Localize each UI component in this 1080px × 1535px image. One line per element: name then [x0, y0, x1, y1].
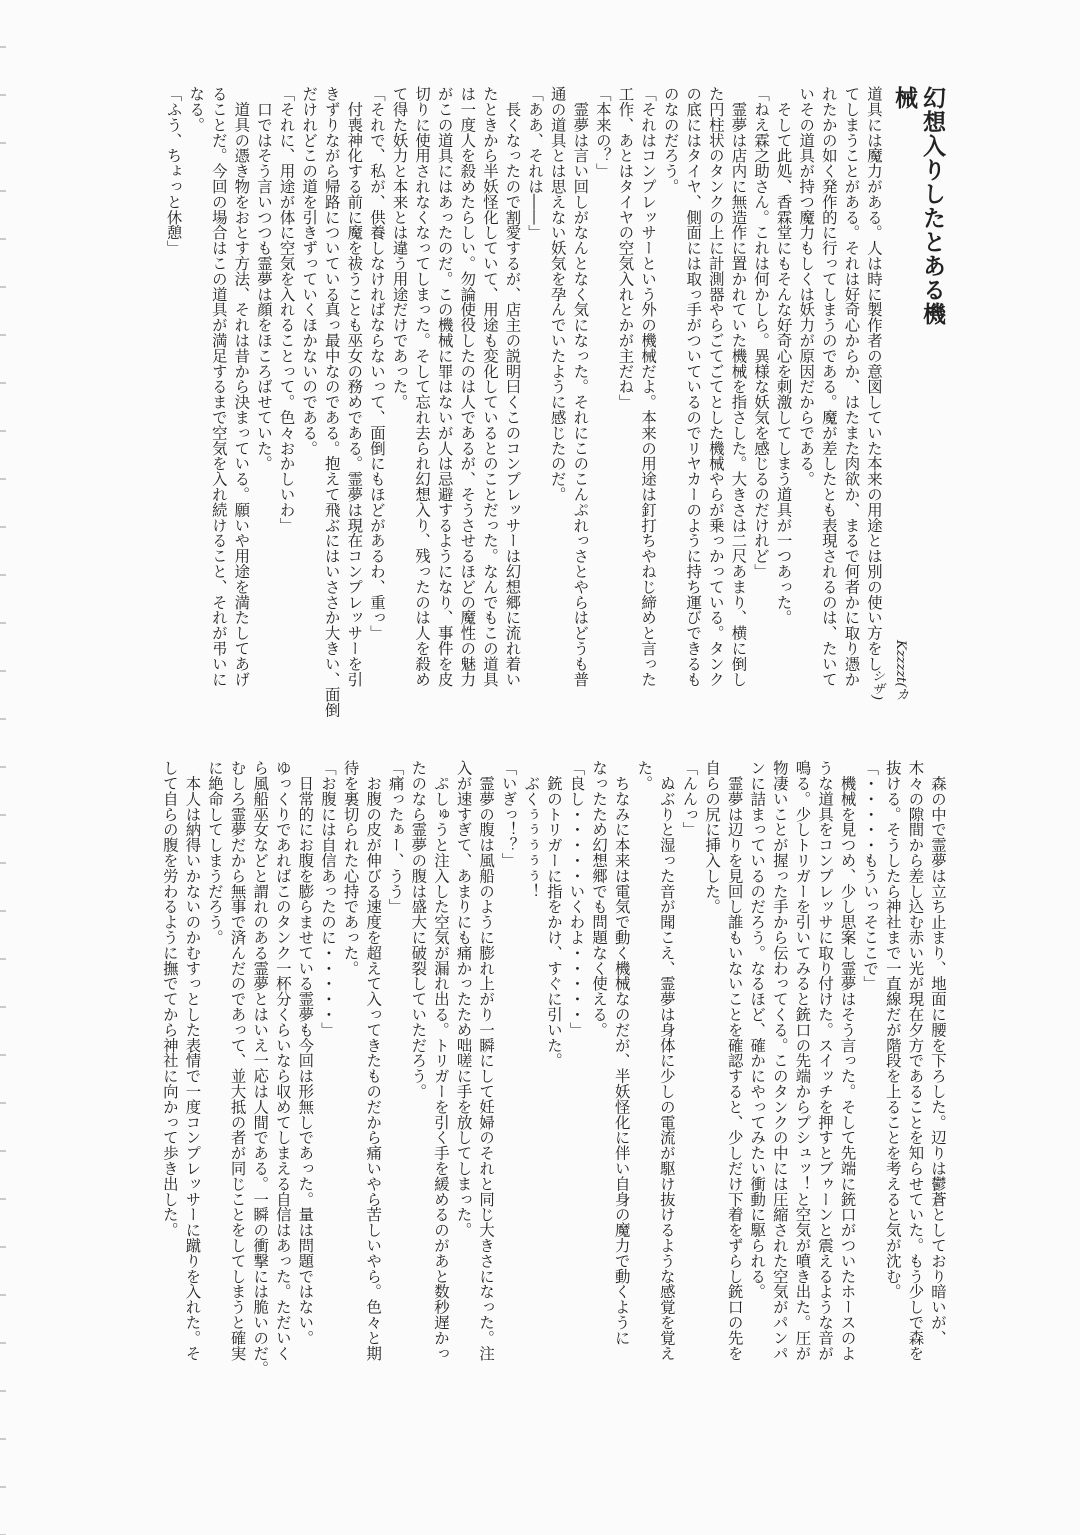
- text-column: のなのだろう。: [661, 86, 680, 194]
- text-column: 「良し・・・・・いくわよ・・・・・」: [567, 760, 586, 1038]
- text-column: うな道具をコンプレッサに取り付けた。スイッチを押すとブゥーンと震えるような音が: [816, 760, 835, 1361]
- text-column: むしろ霊夢だから無事で済んだのであって、並大抵の者が同じことをしてしまうと確実: [228, 760, 247, 1361]
- text-column: 「・・・・・もういっそここで」: [861, 760, 880, 991]
- text-column: 「ああ、それは――」: [526, 86, 545, 240]
- text-column: た。: [635, 760, 654, 791]
- text-column: 切りに使用されなくなってしまった。そして忘れ去られ幻想入り、残ったのは人を殺め: [413, 86, 432, 687]
- text-column: 入が速すぎて、あまりにも痛かったため咄嗟に手を放してしまった。: [454, 760, 473, 1238]
- text-column: 「いぎっ！？」: [499, 760, 518, 868]
- text-column: たのなら霊夢の腹は盛大に破裂していただろう。: [409, 760, 428, 1099]
- text-column: 「痛ったぁー、うう」: [386, 760, 405, 914]
- text-column: だけれどこの道を引きずっていくほかないのである。: [300, 86, 319, 456]
- text-column: に絶命してしまうだろう。: [206, 760, 224, 945]
- text-column: 日常的にお腹を膨らませている霊夢も今回は形無しであった。量は問題ではない。: [296, 760, 315, 1346]
- text-column: れたかの如く発作的に行ってしまうのである。魔が差したとも表現されるのは、たいて: [819, 86, 838, 687]
- text-column: 「ねえ霖之助さん。これは何かしら。異様な妖気を感じるのだけれど」: [752, 86, 771, 579]
- text-column: 付喪神化する前に魔を祓うことも巫女の務めである。霊夢は現在コンプレッサーを引: [345, 86, 364, 687]
- text-column: てしまうことがある。それは好奇心からか、はたまた肉欲か、まるで何者かに取り憑か: [842, 86, 861, 687]
- text-column: 通の道具とは思えない妖気を孕んでいたように感じたのだ。: [548, 86, 567, 502]
- text-column: 「お腹には自信あったのに・・・・・」: [318, 760, 337, 1038]
- binding-margin-marks: [0, 0, 6, 1535]
- text-column: たときから半妖怪化していて、用途も変化しているとのことだった。なんでもこの道具: [480, 86, 499, 687]
- text-column: して自らの腹を労わるように撫でてから神社に向かって歩き出した。: [160, 760, 179, 1238]
- text-column: ンに詰まっているのだろう。なるほど、確かにやってみたい衝動に駆られる。: [748, 760, 767, 1299]
- text-column: 自らの尻に挿入した。: [703, 760, 722, 914]
- text-column: た円柱状のタンクの上に計測器やらごてごてとした機械やらが乗っかっている。タンク: [706, 86, 725, 687]
- text-column: 待を裏切られた心持であった。: [341, 760, 360, 976]
- text-column: 本人は納得いかないのかむすっとした表情で一度コンプレッサーに蹴りを入れた。そ: [183, 760, 202, 1361]
- upper-text-block: [162, 86, 885, 718]
- text-column: 口ではそう言いつつも霊夢は顔をほころばせていた。: [254, 86, 273, 471]
- text-column: 物凄いことが握った手から伝わってくる。このタンクの中には圧縮された空気がパンパ: [770, 760, 789, 1361]
- text-column: ゆっくりであればこのタンク一杯分くらいなら収めてしまえる自信はあった。ただいく: [273, 760, 292, 1361]
- text-column: 「んんっ」: [680, 760, 699, 837]
- text-column: ら風船巫女などと謂れのある霊夢とはいえ一応は人間である。一瞬の衝撃には脆いのだ。: [251, 760, 270, 1376]
- text-column: 霊夢は店内に無造作に置かれていた機械を指さした。大きさは二尺あまり、横に倒し: [729, 86, 748, 687]
- text-column: 長くなったので割愛するが、店主の説明曰くこのコンプレッサーは幻想郷に流れ着い: [503, 86, 522, 687]
- text-column: お腹の皮が伸びる速度を超えて入ってきたものだから痛いやら苦しいやら。色々と期: [364, 760, 383, 1361]
- text-column: なったため幻想郷でも問題なく使える。: [590, 760, 609, 1038]
- text-column: そして此処、香霖堂にもそんな好奇心を刺激してしまう道具が一つあった。: [774, 86, 793, 625]
- text-column: ちなみに本来は電気で動く機械なのだが、半妖怪化に伴い自身の魔力で動くように: [612, 760, 631, 1346]
- text-column: 銃のトリガーに指をかけ、すぐに引いた。: [544, 760, 563, 1068]
- text-column: 抜ける。そうしたら神社まで一直線だが階段を上ることを考えると気が沈む。: [883, 760, 902, 1299]
- text-column: 道具には魔力がある。人は時に製作者の意図していた本来の用途とは別の使い方をし: [865, 86, 883, 672]
- text-column: 「それはコンプレッサーという外の機械だよ。本来の用途は釘打ちやねじ締めと言った: [639, 86, 658, 687]
- author-name: Kzzzzt(カシザ): [869, 639, 908, 700]
- text-column: なる。: [187, 86, 206, 133]
- text-column: ぶくぅぅぅぅぅ！: [522, 760, 541, 899]
- text-column: 「ふう、ちょっと休憩」: [164, 86, 183, 256]
- text-column: の底にはタイヤ、側面には取っ手がついているのでリヤカーのように持ち運びできるも: [684, 86, 703, 687]
- text-column: 霊夢は言い回しがなんとなく気になった。それにこのこんぷれっさとやらはどうも普: [571, 86, 590, 687]
- text-column: 霊夢は辺りを見回し誰もいないことを確認すると、少しだけ下着をずらし銃口の先を: [725, 760, 744, 1361]
- text-column: ることだ。今回の場合はこの道具が満足するまで空気を入れ続けること、それが弔いに: [209, 86, 228, 687]
- text-column: がこの道具にはあったのだ。この機械に罪はないが人は忌避するようになり、事件を皮: [435, 86, 454, 687]
- text-column: きずりながら帰路についている真っ最中なのである。抱えて飛ぶにはいささか大きい、面倒: [322, 86, 341, 718]
- story-title: 幻想入りしたとある機械: [891, 86, 945, 326]
- text-column: は一度人を殺めたらしい。勿論使役したのは人であるが、そうさせるほどの魔性の魅力: [458, 86, 477, 687]
- text-column: いその道具が持つ魔力もしくは妖力が原因だからである。: [797, 86, 816, 487]
- text-column: 森の中で霊夢は立ち止まり、地面に腰を下ろした。辺りは鬱蒼としており暗いが、: [929, 760, 947, 1346]
- lower-text-block: [158, 760, 949, 1376]
- text-column: ぷしゅうと注入した空気が漏れ出る。トリガーを引く手を緩めるのがあと数秒遅かっ: [431, 760, 450, 1361]
- text-column: 霊夢の腹は風船のように膨れ上がり一瞬にして妊婦のそれと同じ大きさになった。注: [477, 760, 496, 1361]
- text-column: 機械を見つめ、少し思案し霊夢はそう言った。そして先端に銃口がついたホースのよ: [838, 760, 857, 1361]
- text-column: 工作、あとはタイヤの空気入れとかが主だね」: [616, 86, 635, 410]
- text-column: 「それに、用途が体に空気を入れることって。色々おかしいわ」: [277, 86, 296, 533]
- text-column: 「本来の？」: [593, 86, 612, 179]
- text-column: 木々の隙間から差し込む赤い光が現在夕方であることを知らせていた。もう少しで森を: [906, 760, 925, 1361]
- text-column: 鳴る。少しトリガーを引いてみると銃口の先端からプシュッ！と空気が噴き出た。圧が: [793, 760, 812, 1361]
- text-column: て得た妖力と本来とは違う用途だけであった。: [390, 86, 409, 410]
- text-column: 「それで、私が、供養しなければならないって、面倒にもほどがあるわ、重っ」: [367, 86, 386, 641]
- text-column: ぬぶりと湿った音が聞こえ、霊夢は身体に少しの電流が駆け抜けるような感覚を覚え: [657, 760, 676, 1361]
- text-column: 道具の憑き物をおとす方法、それは昔から決まっている。願いや用途を満たしてあげ: [232, 86, 251, 687]
